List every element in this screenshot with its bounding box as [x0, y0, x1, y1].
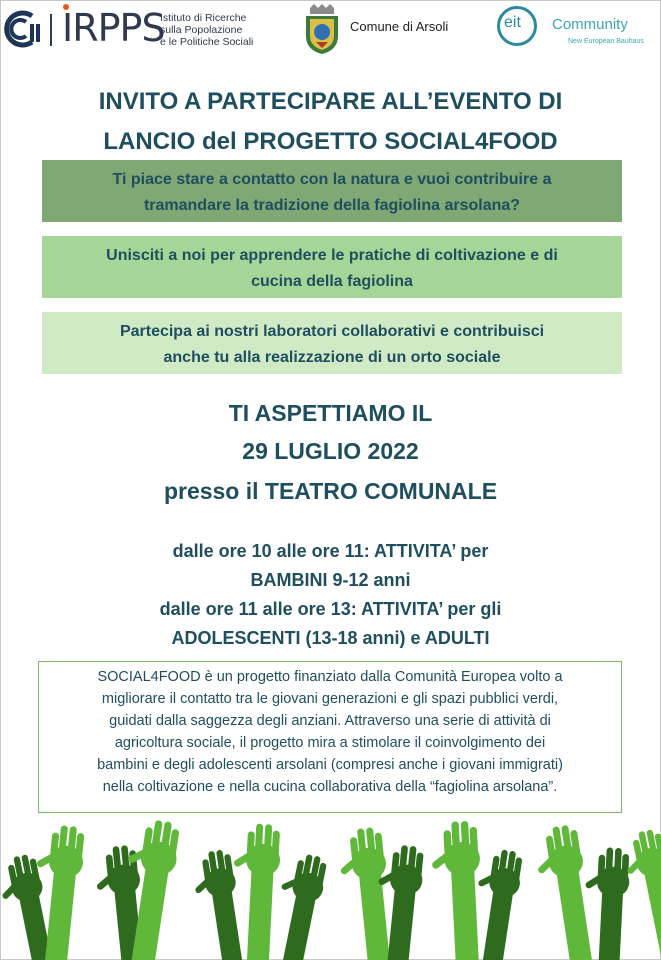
schedule-line: dalle ore 11 alle ore 13: ATTIVITA’ per gli	[159, 599, 502, 619]
irpps-logo: IRPPS	[62, 6, 165, 50]
eit-subtitle: New European Bauhaus	[568, 38, 644, 45]
raised-hand-icon	[531, 823, 602, 960]
title-line-1: INVITO A PARTECIPARE ALL’EVENTO DI	[98, 88, 563, 115]
irpps-description: Istituto di Ricerche sulla Popolazione e le Politiche Sociali	[160, 12, 254, 48]
raised-hand-icon	[429, 820, 487, 960]
project-description: SOCIAL4FOOD è un progetto finanziato dalla Comunità Europea volto a migliorare il contatto tra le giovani generazioni e gli spazi pubblici verdi, guidati dalla saggezza degli anziani. Attraverso una serie di attività di agricoltura sociale, il progetto mira a stimolare il coinvolgimento dei bambini e degli adolescenti arsolani (compresi anche i giovani immigrati) nella coltivazione e nella cucina collaborativa della “fagiolina arsolana”.	[38, 661, 622, 813]
schedule-line: BAMBINI 9-12 anni	[250, 570, 411, 590]
event-date: 29 LUGLIO 2022	[242, 438, 419, 464]
eit-community-label: Community	[552, 16, 628, 33]
raised-hand-icon	[335, 826, 398, 960]
logo-separator	[50, 14, 52, 46]
title-line-2: LANCIO del PROGETTO SOCIAL4FOOD	[103, 128, 558, 155]
eit-logo: eit	[504, 14, 521, 31]
question-box-join: Unisciti a noi per apprendere le pratiche di coltivazione e di cucina della fagiolina	[42, 236, 622, 298]
comune-label: Comune di Arsoli	[350, 19, 449, 34]
raised-hand-icon	[189, 848, 253, 960]
event-venue: presso il TEATRO COMUNALE	[163, 478, 498, 504]
raised-hand-icon	[619, 827, 661, 960]
question-box-nature: Ti piace stare a contatto con la natura e vuoi contribuire a tramandare la tradizione della fagiolina arsolana?	[42, 160, 622, 222]
arsoli-crest-icon	[302, 4, 342, 56]
question-box-workshops: Partecipa ai nostri laboratori collaborativi e contribuisci anche tu alla realizzazione di un orto sociale	[42, 312, 622, 374]
cnr-logo-icon	[2, 10, 42, 48]
schedule-line: dalle ore 10 alle ore 11: ATTIVITA’ per	[172, 541, 489, 561]
schedule-line: ADOLESCENTI (13-18 anni) e ADULTI	[171, 628, 490, 648]
invite-line-1: TI ASPETTIAMO IL	[228, 400, 433, 426]
raised-hands-illustration	[0, 812, 661, 960]
